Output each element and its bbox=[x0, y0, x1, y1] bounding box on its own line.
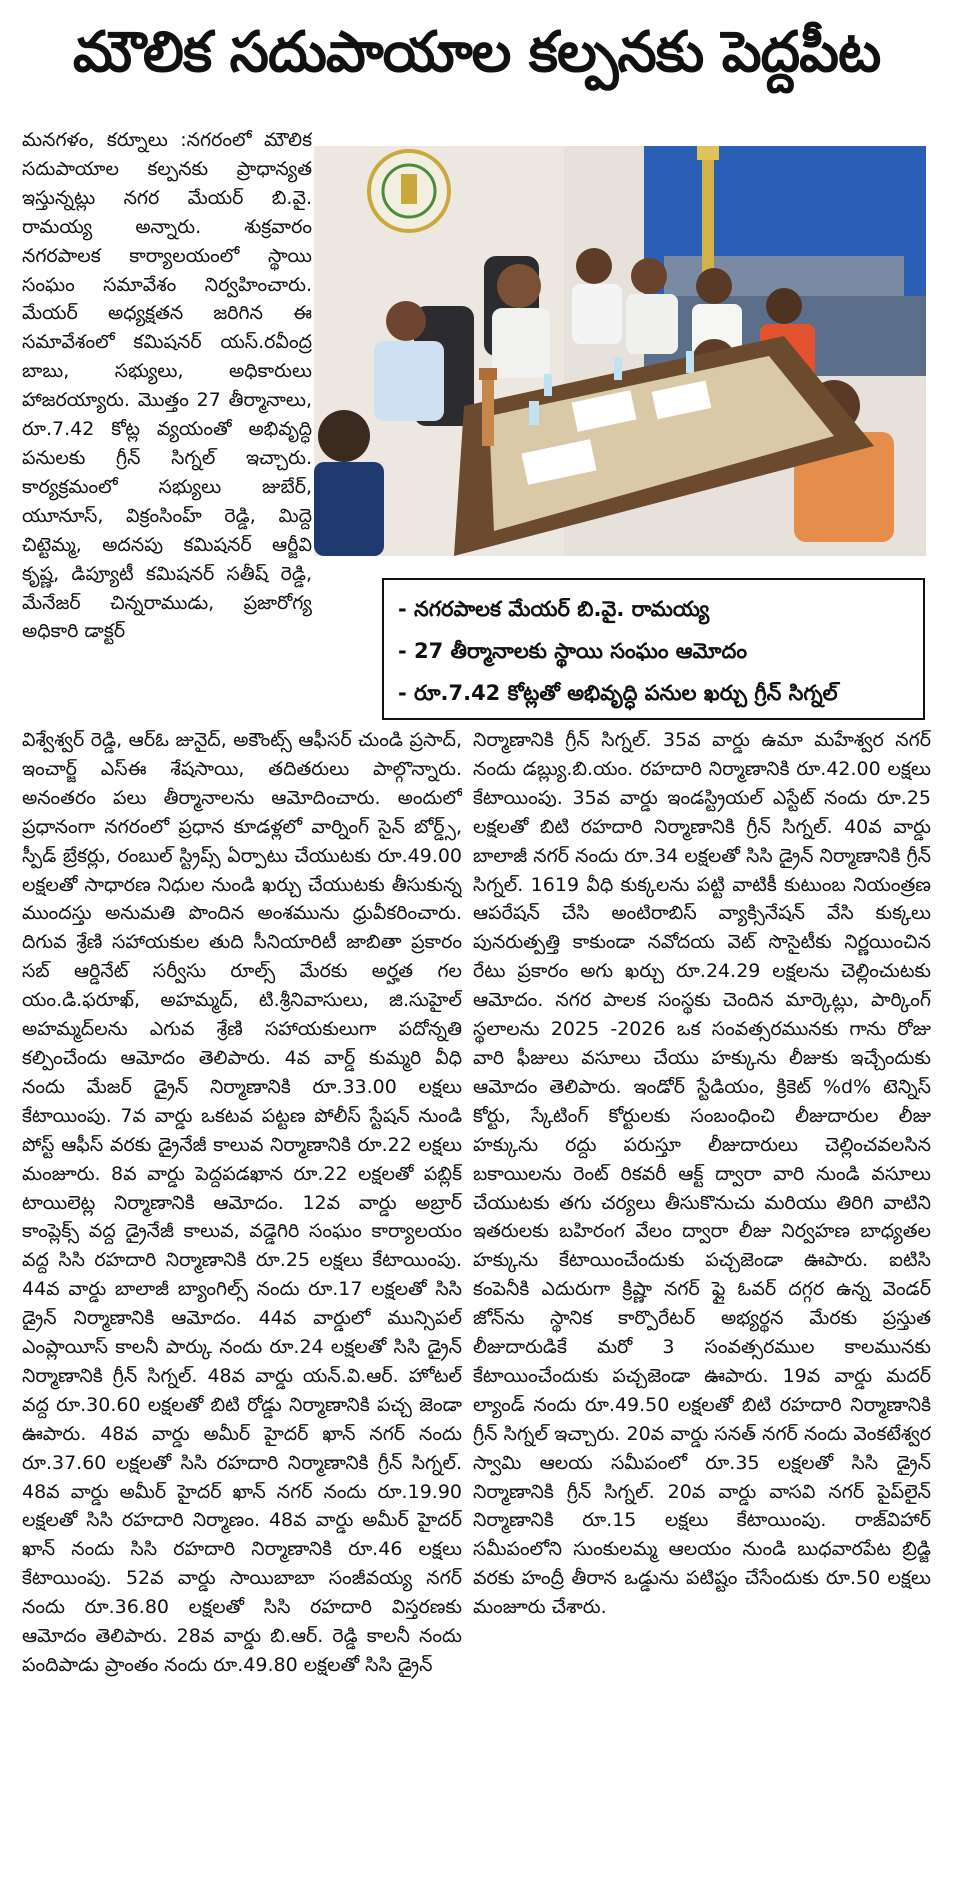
headline: మౌలిక సదుపాయాల కల్పనకు పెద్దపీట bbox=[72, 20, 881, 85]
article-text: నిర్మాణానికి గ్రీన్ సిగ్నల్. 35వ వార్డు ఉమా మహేశ్వర నగర్ నందు డబ్ల్యు.బి.యం. రహదారి నిర్మాణానికి రూ.42.00 లక్షలు కేటాయింపు. 35వ వార్డు ఇండస్ట్రియల్ ఎస్టేట్ నందు రూ.25 లక్షలతో బిటి రహదారి నిర్మాణానికి గ్రీన్ సిగ్నల్. 40వ వార్డు బాలాజీ నగర్ నందు రూ.34 లక్షలతో సిసి డ్రైన్ నిర్మాణానికి గ్రీన్ సిగ్నల్. 1619 వీధి కుక్కలను పట్టి వాటికీ కుటుంబ నియంత్రణ ఆపరేషన్ చేసి అంటిరాబిస్ వ్యాక్సినేషన్ వేసి కుక్కలు పునరుత్పత్తి కాకుండా నవోదయ వెట్ సొసైటీకు నిర్ణయించిన రేటు ప్రకారం అగు ఖర్చు రూ.24.29 లక్షలను చెల్లించుటకు ఆమోదం. నగర పాలక సంస్థకు చెందిన మార్కెట్లు, పార్కింగ్ స్థలాలను 2025 -2026 ఒక సంవత్సరమునకు గాను రోజు వారి ఫీజులు వసూలు చేయు హక్కును లీజుకు ఇచ్చేందుకు ఆమోదం తెలిపారు. ఇండోర్ స్టేడియం, క్రికెట్ %d% టెన్నిస్ కోర్టు, స్కేటింగ్ కోర్టులకు సంబంధించి లీజుదారుల లీజు హక్కును రద్దు పరుస్తూ లీజుదారులు చెల్లించవలసిన బకాయిలను రెంట్ రికవరీ ఆక్ట్ ద్వారా వారి నుండి వసూలు చేయుటకు తగు చర్యలు తీసుకొనుచు మరియు తిరిగి వాటిని ఇతరులకు బహిరంగ వేలం ద్వారా లీజు నిర్వహణ బాధ్యతల హక్కును కేటాయించేందుకు పచ్చజెండా ఊపారు. ఐటిసి కంపెనీకి ఎదురుగా క్రిష్ణా నగర్ ఫ్లై ఓవర్ దగ్గర ఉన్న వెండర్ జోన్‌ను స్థానిక కార్పొరేటర్ అభ్యర్థన మేరకు ప్రస్తుత లీజుదారుడికే మరో 3 సంవత్సరముల కాలమునకు కేటాయించేందుకు పచ్చజెండా ఊపారు. 19వ వార్డు మదర్ ల్యాండ్ నందు రూ.49.50 లక్షలతో బిటి రహదారి నిర్మాణానికి గ్రీన్ సిగ్నల్ ఇచ్చారు. 20వ వార్డు సనత్ నగర్ నందు వెంకటేశ్వర స్వామి ఆలయ సమీపంలో రూ.35 లక్షలతో సిసి డ్రైన్ నిర్మాణానికి గ్రీన్ సిగ్నల్. 20వ వార్డు వాసవి నగర్ పైప్‌లైన్ నిర్మాణానికి రూ.15 లక్షలు కేటాయింపు. రాజ్‌విహార్ సమీపంలోని సుంకులమ్మ ఆలయం నుండి బుధవారపేట బ్రిడ్జి వరకు హంద్రీ తీరాన ఒడ్డును పటిష్టం చేసేందుకు రూ.50 లక్షలు మంజూరు చేశారు. bbox=[473, 729, 931, 1619]
meeting-photo bbox=[314, 146, 926, 556]
article-column-c bbox=[473, 726, 931, 1896]
article-column-b bbox=[22, 726, 462, 1896]
article-text: మనగళం, కర్నూలు :నగరంలో మౌలిక సదుపాయాల కల్పనకు ప్రాధాన్యత ఇస్తున్నట్లు నగర మేయర్ బి.వై. రామయ్య అన్నారు. శుక్రవారం నగరపాలక కార్యాలయంలో స్థాయి సంఘం సమావేశం నిర్వహించారు. మేయర్ అధ్యక్షతన జరిగిన ఈ సమావేశంలో కమిషనర్ యస్.రవీంద్ర బాబు, సభ్యులు, అధికారులు హాజరయ్యారు. మొత్తం 27 తీర్మానాలు, రూ.7.42 కోట్ల వ్యయంతో అభివృద్ధి పనులకు గ్రీన్ సిగ్నల్ ఇచ్చారు. కార్యక్రమంలో సభ్యులు జుబేర్, యూనూస్, విక్రంసింహ్ రెడ్డి, మిద్దె చిట్టెమ్మ, అదనపు కమిషనర్ ఆర్జీవి కృష్ణ, డిప్యూటీ కమిషనర్ సతీష్ రెడ్డి, మేనేజర్ చిన్నరాముడు, ప్రజారోగ్య అధికారి డాక్టర్ bbox=[22, 129, 312, 643]
article-text: విశ్వేశ్వర్ రెడ్డి, ఆర్ఓ జునైద్, అకౌంట్స్ ఆఫీసర్ చుండి ప్రసాద్, ఇంచార్జ్ ఎస్ఈ శేషసాయి, తదితరులు పాల్గొన్నారు. అనంతరం పలు తీర్మానాలను ఆమోదించారు. అందులో ప్రధానంగా నగరంలో ప్రధాన కూడళ్లలో వార్నింగ్ సైన్ బోర్డ్స్, స్పీడ్ బ్రేకర్లు, రంబుల్ స్ట్రిప్స్ ఏర్పాటు చేయుటకు రూ.49.00 లక్షలతో సాధారణ నిధుల నుండి ఖర్చు చేయుటకు తీసుకున్న ముందస్తు అనుమతి పొందిన అంశమును ధ్రువీకరించారు. దిగువ శ్రేణి సహాయకుల తుది సీనియారిటీ జాబితా ప్రకారం సబ్ ఆర్డినేట్ సర్వీసు రూల్స్ మేరకు అర్హత గల యం.డి.ఫరూఖ్, అహమ్మద్, టి.శ్రీనివాసులు, జి.సుహైల్ అహమ్మద్‌లను ఎగువ శ్రేణి సహాయకులుగా పదోన్నతి కల్పించేందు ఆమోదం తెలిపారు. 4వ వార్డ్ కుమ్మరి వీధి నందు మేజర్ డ్రైన్ నిర్మాణానికి రూ.33.00 లక్షలు కేటాయింపు. 7వ వార్డు ఒకటవ పట్టణ పోలీస్ స్టేషన్ నుండి పోస్ట్ ఆఫీస్ వరకు డ్రైనేజీ కాలువ నిర్మాణానికి రూ.22 లక్షలు మంజూరు. 8వ వార్డు పెద్దపడఖాన రూ.22 లక్షలతో పబ్లిక్ టాయిలెట్ల నిర్మాణానికి ఆమోదం. 12వ వార్డు అబ్రార్ కాంప్లెక్స్ వద్ద డ్రైనేజీ కాలువ, వడ్డెగిరి సంఘం కార్యాలయం వద్ద సిసి రహదారి నిర్మాణానికి రూ.25 లక్షలు కేటాయింపు. 44వ వార్డు బాలాజీ బ్యాంగిల్స్ నందు రూ.17 లక్షలతో సిసి డ్రైన్ నిర్మాణానికి ఆమోదం. 44వ వార్డులో మున్సిపల్ ఎంప్లాయీస్ కాలనీ పార్కు నందు రూ.24 లక్షలతో సిసి డ్రైన్ నిర్మాణానికి గ్రీన్ సిగ్నల్. 48వ వార్డు యన్.వి.ఆర్. హోటల్ వద్ద రూ.30.60 లక్షలతో బిటి రోడ్డు నిర్మాణానికి పచ్చ జెండా ఊపారు. 48వ వార్డు అమీర్ హైదర్ ఖాన్ నగర్ నందు రూ.37.60 లక్షలతో సిసి రహదారి నిర్మాణానికి గ్రీన్ సిగ్నల్. 48వ వార్డు అమీర్ హైదర్ ఖాన్ నగర్ నందు రూ.19.90 లక్షలతో సిసి రహదారి నిర్మాణం. 48వ వార్డు అమీర్ హైదర్ ఖాన్ నందు సిసి రహదారి నిర్మాణానికి రూ.46 లక్షలు కేటాయింపు. 52వ వార్డు సాయిబాబా సంజీవయ్య నగర్ నందు రూ.36.80 లక్షలతో సిసి రహదారి విస్తరణకు ఆమోదం తెలిపారు. 28వ వార్డు బి.ఆర్. రెడ్డి కాలనీ నందు పందిపాడు ప్రాంతం నందు రూ.49.80 లక్షలతో సిసి డ్రైన్ bbox=[22, 729, 462, 1676]
highlights-box bbox=[382, 578, 925, 720]
highlight-line: - రూ.7.42 కోట్లతో అభివృద్ధి పనుల ఖర్చు గ్రీన్ సిగ్నల్ bbox=[398, 681, 838, 705]
article-column-a bbox=[22, 126, 312, 726]
highlight-line: - నగరపాలక మేయర్ బి.వై. రామయ్య bbox=[398, 597, 710, 621]
highlight-line: - 27 తీర్మానాలకు స్థాయి సంఘం ఆమోదం bbox=[398, 639, 747, 663]
meeting-photo-illustration bbox=[314, 146, 926, 556]
